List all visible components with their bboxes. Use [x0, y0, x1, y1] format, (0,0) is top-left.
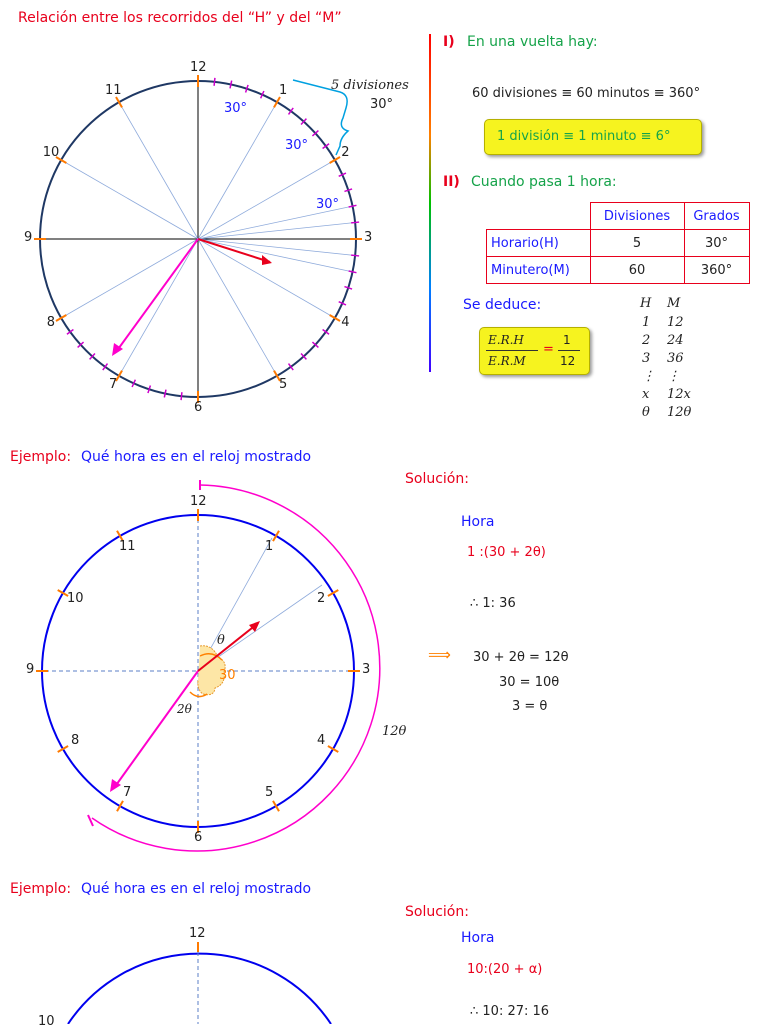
- box-equivalence-text: 1 división ≡ 1 minuto ≡ 6°: [497, 129, 671, 144]
- clock-2-minute-hand: [114, 671, 198, 788]
- hm-cell: 12x: [667, 387, 691, 402]
- hm-cell: 1: [642, 315, 651, 330]
- hm-cell: x: [642, 387, 650, 402]
- example2-hora-expr: 10:(20 + α): [467, 962, 543, 977]
- clock-1-number-1: 1: [279, 82, 288, 98]
- ratio-num: E.R.H: [488, 333, 524, 347]
- clock-3: [68, 942, 331, 1024]
- clock-2-number-4: 4: [316, 733, 326, 748]
- clock-1-hour-tick: [56, 315, 66, 321]
- clock-1-number-3: 3: [364, 230, 373, 245]
- example2-label: Ejemplo:: [10, 881, 72, 897]
- angle30-label: 30: [219, 668, 236, 683]
- clock-2-number-5: 5: [265, 784, 274, 800]
- clock-2-number-2: 2: [316, 591, 326, 606]
- clock-2-number-7: 7: [123, 784, 132, 800]
- clock-2-hour-tick: [328, 590, 338, 596]
- example2-solucion: Solución:: [405, 904, 469, 920]
- clock-1-number-12: 12: [190, 60, 207, 75]
- clock-2: [36, 480, 380, 851]
- clock-2-number-6: 6: [194, 830, 203, 845]
- hm-cell: 12θ: [667, 405, 692, 420]
- clock-1-number-10: 10: [42, 145, 60, 160]
- clock-2-hour-tick: [273, 531, 279, 541]
- example1-solucion: Solución:: [405, 471, 469, 487]
- clock-1-number-4: 4: [341, 315, 350, 330]
- example2-hora: Hora: [461, 930, 495, 946]
- clock-2-number-3: 3: [362, 662, 371, 677]
- clock-1-hour-tick: [330, 157, 340, 163]
- hm-cell: ⋮: [642, 369, 655, 384]
- clock-1-ray: [119, 239, 198, 376]
- clock-2-hour-tick: [58, 746, 68, 752]
- equation-1: 30 + 2θ = 12θ: [473, 650, 569, 665]
- clock-1-ray: [198, 239, 353, 272]
- clock-1-minute-tick: [164, 390, 166, 398]
- clock-3-number-10: 10: [38, 1014, 55, 1029]
- clock-1-minute-tick: [349, 205, 357, 207]
- part1-heading: I): [443, 34, 455, 50]
- sector-label-2: 30°: [285, 138, 309, 153]
- example1-result: ∴ 1: 36: [470, 596, 516, 611]
- clock-2-number-1: 1: [265, 539, 274, 555]
- ratio-line-1: [486, 350, 538, 351]
- hm-cell: 24: [667, 333, 684, 348]
- arc-end-cap: [88, 815, 93, 826]
- equation-3: 3 = θ: [512, 699, 548, 714]
- hm-header-h: H: [640, 296, 652, 311]
- clock-1: [34, 75, 362, 403]
- clock-1-ray: [61, 160, 198, 239]
- hm-cell: 36: [667, 351, 684, 366]
- ratio-num2: 1: [563, 333, 571, 347]
- hm-header-m: M: [667, 296, 681, 311]
- example1-question: Qué hora es en el reloj mostrado: [81, 449, 312, 465]
- clock-1-number-7: 7: [109, 377, 118, 393]
- hm-cell: ⋮: [667, 369, 680, 384]
- clock-1-ray: [119, 102, 198, 239]
- clock-1-minute-tick: [214, 78, 215, 86]
- example1-hora: Hora: [461, 514, 495, 530]
- example1-label: Ejemplo:: [10, 449, 72, 465]
- example2-question: Qué hora es en el reloj mostrado: [81, 881, 312, 897]
- clock-1-minute-tick: [349, 271, 357, 273]
- clock-2-number-10: 10: [67, 591, 84, 606]
- equation-2: 30 = 10θ: [499, 675, 560, 690]
- ratio-den: E.R.M: [488, 354, 526, 368]
- clock-1-number-9: 9: [24, 230, 33, 245]
- clock-1-minute-tick: [181, 392, 182, 400]
- clock-1-hour-tick: [330, 315, 340, 321]
- section1-title: Relación entre los recorridos del “H” y del “M”: [18, 10, 342, 26]
- brace-degrees: 30°: [370, 97, 394, 112]
- example1-hora-expr: 1 :(30 + 2θ): [467, 545, 546, 560]
- clock-1-ray: [61, 239, 198, 318]
- clock-1-hour-hand-arrowhead: [262, 255, 272, 265]
- ratio-eq: =: [543, 342, 554, 357]
- part2-text: Cuando pasa 1 hora:: [471, 174, 617, 190]
- clock-2-hour-tick: [273, 801, 279, 811]
- table-row-label: Horario(H): [487, 230, 591, 257]
- clock-1-number-11: 11: [105, 82, 122, 98]
- clock-2-hour-hand-arrowhead: [249, 621, 260, 632]
- ratio-box: [479, 327, 590, 375]
- equivalence-line: 60 divisiones ≡ 60 minutos ≡ 360°: [472, 86, 701, 101]
- ratio-line-2: [558, 350, 580, 351]
- table-cell: 60: [590, 257, 684, 284]
- hm-cell: 12: [667, 315, 684, 330]
- clock-1-number-8: 8: [46, 315, 56, 330]
- implies-arrow: ⟹: [428, 645, 451, 664]
- sector-label-3: 30°: [316, 197, 340, 212]
- clock-2-hour-tick: [117, 801, 123, 811]
- clock-3-number-12: 12: [189, 926, 206, 941]
- clock-1-number-6: 6: [194, 400, 203, 415]
- equivalence-box: [484, 119, 702, 155]
- clock-1-number-5: 5: [279, 377, 288, 393]
- clock-2-number-9: 9: [26, 662, 35, 677]
- part1-text: En una vuelta hay:: [467, 34, 598, 50]
- clock-2-number-11: 11: [119, 539, 136, 555]
- theta-label: θ: [217, 633, 225, 648]
- clock-1-hour-tick: [116, 97, 122, 107]
- section-divider-bar: [429, 34, 431, 372]
- clock-2-number-8: 8: [71, 733, 80, 748]
- clock-1-number-2: 2: [341, 145, 350, 160]
- clock-2-hour-tick: [328, 746, 338, 752]
- clock-2-number-12: 12: [190, 494, 207, 509]
- ratio-den2: 12: [560, 354, 576, 368]
- sector-label-1: 30°: [224, 101, 248, 116]
- two-theta-label: 2θ: [177, 702, 192, 716]
- hm-cell: 2: [642, 333, 651, 348]
- table-header-grados: Grados: [684, 203, 749, 230]
- table-cell: 30°: [684, 230, 749, 257]
- clock-1-minute-tick: [230, 81, 232, 89]
- relation-table: [486, 202, 750, 284]
- table-cell: 360°: [684, 257, 749, 284]
- table-row-label: Minutero(M): [487, 257, 591, 284]
- part2-heading: II): [443, 174, 460, 190]
- table-header-divisiones: Divisiones: [590, 203, 684, 230]
- clock-1-hour-tick: [274, 97, 280, 107]
- arc-label: 12θ: [382, 724, 407, 739]
- table-cell: 5: [590, 230, 684, 257]
- clock-3-face: [68, 954, 331, 1024]
- clock-1-ray: [198, 102, 277, 239]
- example2-result: ∴ 10: 27: 16: [470, 1004, 550, 1019]
- hm-cell: θ: [642, 405, 650, 420]
- clock-1-minute-tick: [351, 255, 359, 256]
- se-deduce-label: Se deduce:: [463, 297, 542, 313]
- hm-cell: 3: [642, 351, 651, 366]
- brace-label: 5 divisiones: [331, 78, 409, 93]
- clock-1-minute-hand: [116, 239, 198, 352]
- clock-1-minute-tick: [351, 222, 359, 223]
